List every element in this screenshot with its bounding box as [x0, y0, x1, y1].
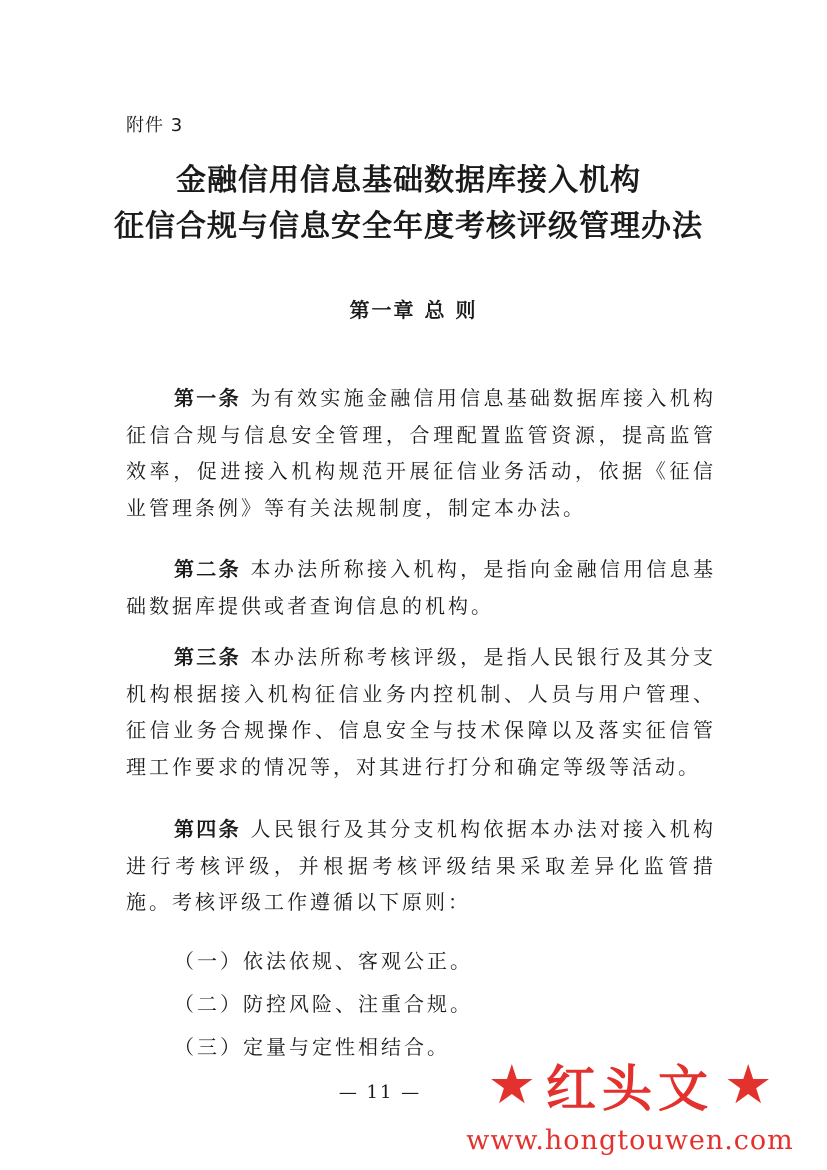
attachment-label: 附件 3	[126, 115, 184, 136]
star-icon: ★	[724, 1053, 773, 1116]
article-text: 本办法所称考核评级，是指人民银行及其分支机构根据接入机构征信业务内控机制、人员与用户管理、征信业务合规操作、信息安全与技术保障以及落实征信管理工作要求的情况等，对其进行打分和确定等级等活动。	[126, 645, 717, 779]
article-3	[126, 639, 716, 785]
article-4	[126, 811, 716, 921]
article-label: 第四条	[174, 817, 241, 841]
document-title-line-2: 征信合规与信息安全年度考核评级管理办法	[114, 209, 703, 244]
page-number: — 11 —	[338, 1082, 422, 1103]
watermark-url: www.hongtouwen.com	[466, 1125, 794, 1156]
document-title-line-1: 金融信用信息基础数据库接入机构	[176, 163, 641, 198]
article-text: 人民银行及其分支机构依据本办法对接入机构进行考核评级，并根据考核评级结果采取差异化监管措施。考核评级工作遵循以下原则：	[126, 817, 717, 914]
watermark-title	[440, 1050, 820, 1120]
article-label: 第三条	[174, 645, 241, 669]
article-2	[126, 551, 716, 624]
principle-item: （二）防控风险、注重合规。	[174, 992, 473, 1016]
chapter-heading: 第一章 总 则	[349, 298, 478, 322]
article-label: 第二条	[174, 557, 241, 581]
hongtouwen-watermark	[440, 1050, 820, 1165]
principle-item: （一）依法依规、客观公正。	[174, 949, 473, 973]
article-text: 本办法所称接入机构，是指向金融信用信息基础数据库提供或者查询信息的机构。	[126, 557, 717, 618]
watermark-text: 红头文	[546, 1059, 714, 1118]
star-icon: ★	[487, 1053, 536, 1116]
article-text: 为有效实施金融信用信息基础数据库接入机构征信合规与信息安全管理，合理配置监管资源，提高监管效率，促进接入机构规范开展征信业务活动，依据《征信业管理条例》等有关法规制度，制定本办法。	[126, 386, 717, 520]
principle-item: （三）定量与定性相结合。	[174, 1035, 450, 1059]
article-1	[126, 380, 716, 526]
article-label: 第一条	[174, 386, 241, 410]
